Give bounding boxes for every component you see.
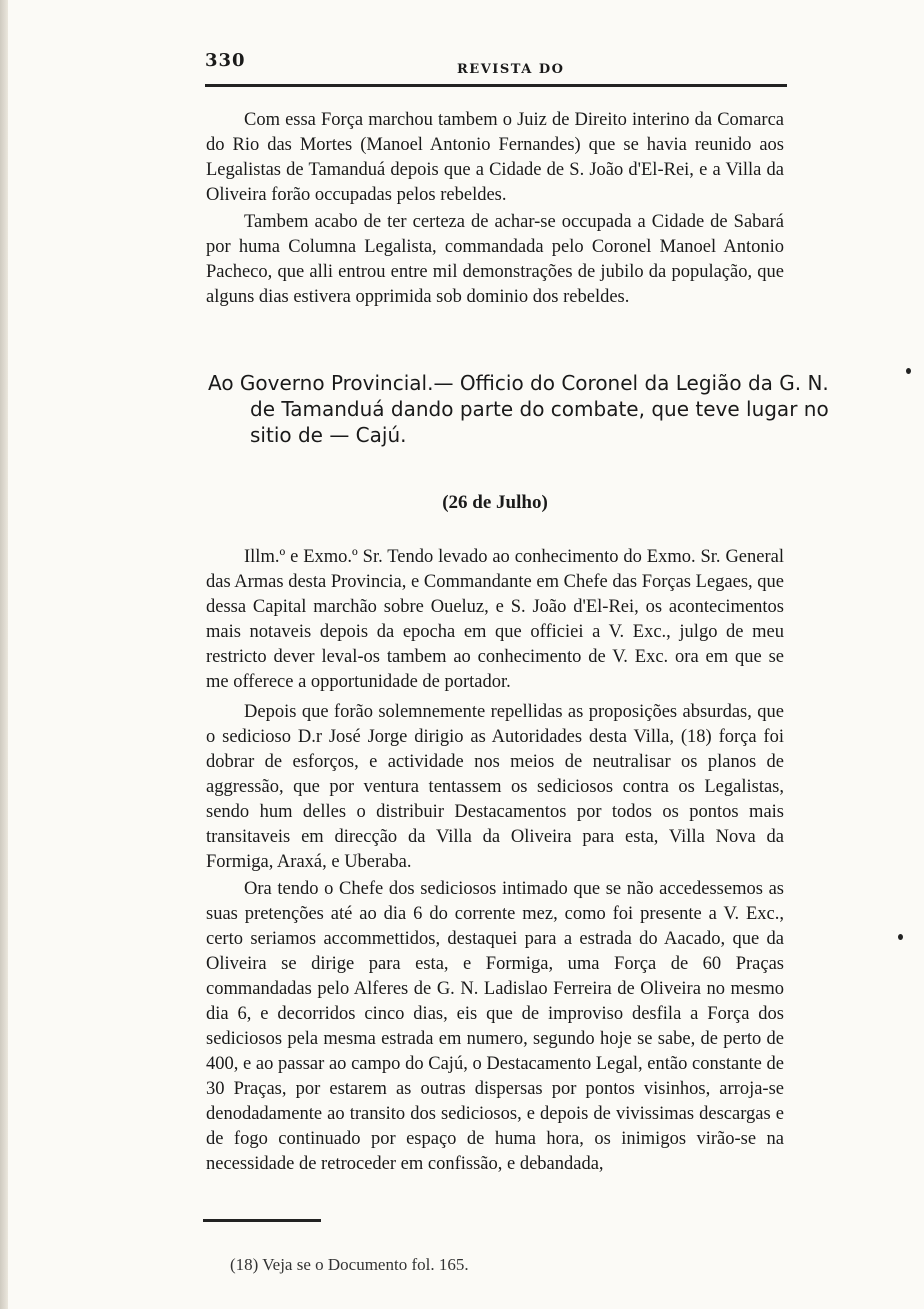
page-header — [205, 50, 785, 80]
letter-paragraph: Depois que forão solemnemente repellidas as proposições absurdas, que o sedicioso D.r José Jorge dirigio as Autoridades desta Villa, (18) força foi dobrar de esforços, e actividade nos meios de neutralisar os planos de aggressão, que por ventura tentassem os sediciosos contra os Legalistas, sendo hum delles o distribuir Destacamentos por todos os pontos mais transitaveis em direcção da Villa da Oliveira para esta, Villa Nova da Formiga, Araxá, e Uberaba. — [206, 702, 784, 872]
print-speck — [898, 934, 903, 940]
running-title: REVISTA DO — [457, 62, 565, 77]
footnote: (18) Veja se o Documento fol. 165. — [230, 1255, 469, 1274]
letter-date: (26 de Julho) — [442, 492, 548, 513]
letter-paragraph: Illm.º e Exmo.º Sr. Tendo levado ao conhecimento do Exmo. Sr. General das Armas desta Provincia, e Commandante em Chefe das Forças Legaes, que dessa Capital marchão sobre Oueluz, e S. João d'El-Rei, os acontecimentos mais notaveis depois da epocha em que officiei a V. Exc., julgo de meu restricto dever leval-os tambem ao conhecimento de V. Exc. ora em que se me offerece a opportunidade de portador. — [206, 547, 784, 692]
page-binding-edge — [0, 0, 8, 1309]
letter-paragraph: Ora tendo o Chefe dos sediciosos intimado que se não accedessemos as suas pretenções até ao dia 6 do corrente mez, como foi presente a V. Exc., certo seriamos accommettidos, destaquei para a estrada do Aacado, que da Oliveira se dirige para esta, e Formiga, uma Força de 60 Praças commandadas pelo Alferes de G. N. Ladislao Ferreira de Oliveira no mesmo dia 6, e decorridos cinco dias, eis que de improviso desfila a Força dos sediciosos pela mesma estrada em numero, segundo hoje se sabe, de perto de 400, e ao passar ao campo do Cajú, o Destacamento Legal, então constante de 30 Praças, por estarem as outras dispersas por pontos visinhos, arroja-se denodadamente ao transito dos sediciosos, e depois de vivissimas descargas e de fogo continuado por espaço de huma hora, os inimigos virão-se na necessidade de retroceder em confissão, e debandada, — [206, 879, 784, 1174]
body-paragraph: Tambem acabo de ter certeza de achar-se occupada a Cidade de Sabará por huma Columna Legalista, commandada pelo Coronel Manoel Antonio Pacheco, que alli entrou entre mil demonstrações de jubilo da população, que alguns dias estivera opprimida sob dominio dos rebeldes. — [206, 212, 784, 307]
print-speck — [906, 368, 911, 374]
page-number: 330 — [205, 50, 246, 71]
body-paragraph: Com essa Força marchou tambem o Juiz de Direito interino da Comarca do Rio das Mortes (Manoel Antonio Fernandes) que se havia reunido aos Legalistas de Tamanduá depois que a Cidade de S. João d'El-Rei, e a Villa da Oliveira forão occupadas pelos rebeldes. — [206, 110, 784, 205]
header-rule — [205, 84, 787, 87]
footnote-rule — [203, 1219, 321, 1222]
section-heading: Ao Governo Provincial.— Officio do Coronel da Legião da G. N. de Tamanduá dando parte do combate, que teve lugar no sitio de — Cajú. — [208, 371, 829, 447]
